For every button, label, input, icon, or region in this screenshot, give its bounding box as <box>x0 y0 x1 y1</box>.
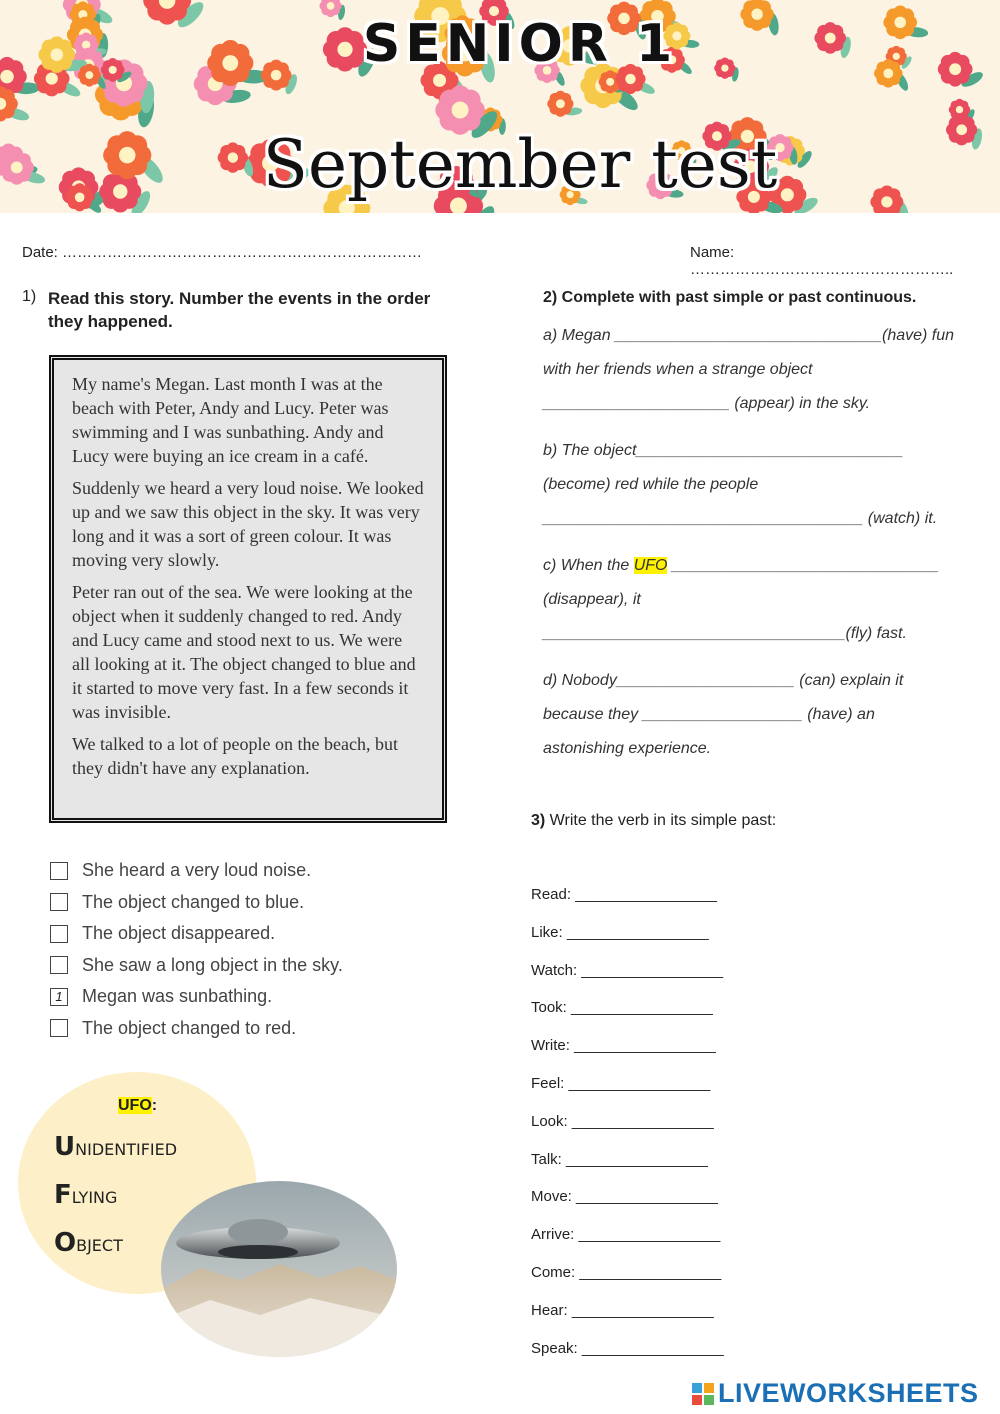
q1-instruction: Read this story. Number the events in the order they happened. <box>48 289 431 331</box>
flower-center <box>327 2 335 10</box>
q2-a-line3[interactable]: _____________________ (appear) in the sky. <box>543 395 871 412</box>
event-label: The object changed to red. <box>82 1017 297 1038</box>
event-label: She heard a very loud noise. <box>82 860 312 881</box>
story-box <box>49 355 447 823</box>
flower-center <box>46 72 58 84</box>
q2-title: 2) Complete with past simple or past continuous. <box>543 289 917 306</box>
q2-a-line1[interactable]: a) Megan ______________________________(have) fun <box>543 327 955 344</box>
event-list <box>50 855 343 1044</box>
verb-list <box>531 886 724 1377</box>
event-order-box[interactable]: 1 <box>50 988 68 1006</box>
ufo-line <box>54 1132 177 1180</box>
ufo-highlight: UFO <box>633 557 668 574</box>
page-subtitle: September test <box>262 126 778 203</box>
ufo-heading <box>118 1097 157 1115</box>
flower-center <box>556 99 565 108</box>
liveworksheets-logo[interactable] <box>692 1378 979 1409</box>
flower-center <box>452 102 469 119</box>
verb-item[interactable]: Like: _________________ <box>531 923 709 941</box>
q2-b-line2: (become) red while the people <box>543 476 759 493</box>
ufo-line <box>54 1180 177 1228</box>
ufo-initial: F <box>54 1180 72 1210</box>
event-order-box[interactable] <box>50 893 68 911</box>
event-item <box>50 950 343 982</box>
story-paragraph: My name's Megan. Last month I was at the beach with Peter, Andy and Lucy. Peter was swimming and I was sunbathing. Andy and Lucy were buying an ice cream in a café. <box>72 374 389 466</box>
verb-item[interactable]: Took: _________________ <box>531 999 713 1017</box>
event-label: The object changed to blue. <box>82 891 305 912</box>
ufo-word: BJECT <box>76 1236 123 1255</box>
flower-center <box>625 74 635 84</box>
event-item <box>50 1013 343 1045</box>
q2-c-line2: (disappear), it <box>543 591 641 608</box>
q1-number: 1) <box>22 288 37 305</box>
liveworksheets-brand: LIVEWORKSHEETS <box>718 1378 979 1408</box>
ufo-heading-text: UFO <box>118 1097 152 1114</box>
event-label: Megan was sunbathing. <box>82 986 273 1007</box>
event-order-box[interactable] <box>50 925 68 943</box>
q3-number: 3) <box>531 812 546 829</box>
q2-d-line2[interactable]: because they __________________ (have) an <box>543 706 875 723</box>
event-item <box>50 855 343 887</box>
verb-item[interactable]: Feel: _________________ <box>531 1074 711 1092</box>
verb-item[interactable]: Arrive: _________________ <box>531 1226 721 1244</box>
story-paragraph: Peter ran out of the sea. We were looking at the object when it suddenly changed to red. Andy and Lucy came and stood next to us. We were all looking at it. The object changed to blue and it started to move very fast. In a few seconds it was invisible. <box>72 582 416 722</box>
ufo-initial: U <box>54 1132 76 1162</box>
q2-c-prefix: c) When the <box>543 557 634 574</box>
name-field[interactable]: Name: …………………………………………….. <box>690 244 954 278</box>
page-title: SENIOR 1 <box>362 14 678 74</box>
verb-item[interactable]: Look: _________________ <box>531 1112 714 1130</box>
q2-b-line3[interactable]: ____________________________________ (watch) it. <box>543 510 938 527</box>
ufo-line <box>54 1228 177 1276</box>
event-item <box>50 918 343 950</box>
verb-item[interactable]: Come: _________________ <box>531 1263 722 1281</box>
story-paragraph: We talked to a lot of people on the beach, but they didn't have any explanation. <box>72 734 398 778</box>
flower-center <box>433 74 446 87</box>
verb-item[interactable]: Watch: _________________ <box>531 961 724 979</box>
event-label: She saw a long object in the sky. <box>82 954 343 975</box>
q2-d-line3: astonishing experience. <box>543 740 712 757</box>
q2-c-blank[interactable]: ______________________________ <box>667 557 939 574</box>
liveworksheets-icon <box>692 1383 714 1405</box>
q2-b-line1[interactable]: b) The object______________________________ <box>543 442 904 459</box>
verb-item[interactable]: Move: _________________ <box>531 1188 718 1206</box>
q2-a-line2: with her friends when a strange object <box>543 361 813 378</box>
verb-item[interactable]: Talk: _________________ <box>531 1150 708 1168</box>
ufo-word: LYING <box>71 1188 118 1207</box>
verb-item[interactable]: Read: _________________ <box>531 886 718 903</box>
event-item <box>50 887 343 919</box>
verb-item[interactable]: Speak: _________________ <box>531 1339 724 1357</box>
ufo-word: NIDENTIFIED <box>75 1140 178 1159</box>
flower-center <box>606 78 614 86</box>
verb-item[interactable]: Hear: _________________ <box>531 1301 714 1319</box>
ufo-image <box>160 1180 398 1358</box>
ufo-acronym <box>54 1132 177 1276</box>
q3-title-text: Write the verb in its simple past: <box>545 812 777 829</box>
flower-center <box>956 106 963 113</box>
date-field[interactable]: Date: ……………………………………………………………… <box>22 244 423 261</box>
ufo-heading-colon: : <box>151 1097 158 1114</box>
verb-item[interactable]: Write: _________________ <box>531 1037 716 1055</box>
q2-c-line1[interactable] <box>543 557 939 575</box>
q2-c-line3[interactable]: __________________________________(fly) fast. <box>543 625 907 642</box>
ufo-initial: O <box>54 1228 77 1258</box>
event-order-box[interactable] <box>50 1019 68 1037</box>
event-order-box[interactable] <box>50 862 68 880</box>
event-item <box>50 981 343 1013</box>
event-order-box[interactable] <box>50 956 68 974</box>
q2-d-line1[interactable]: d) Nobody____________________ (can) explain it <box>543 672 904 689</box>
story-paragraph: Suddenly we heard a very loud noise. We looked up and we saw this object in the sky. It was very long and it was a sort of green colour. It was moving very slowly. <box>72 478 424 570</box>
q3-title <box>531 812 776 830</box>
event-label: The object disappeared. <box>82 923 276 944</box>
